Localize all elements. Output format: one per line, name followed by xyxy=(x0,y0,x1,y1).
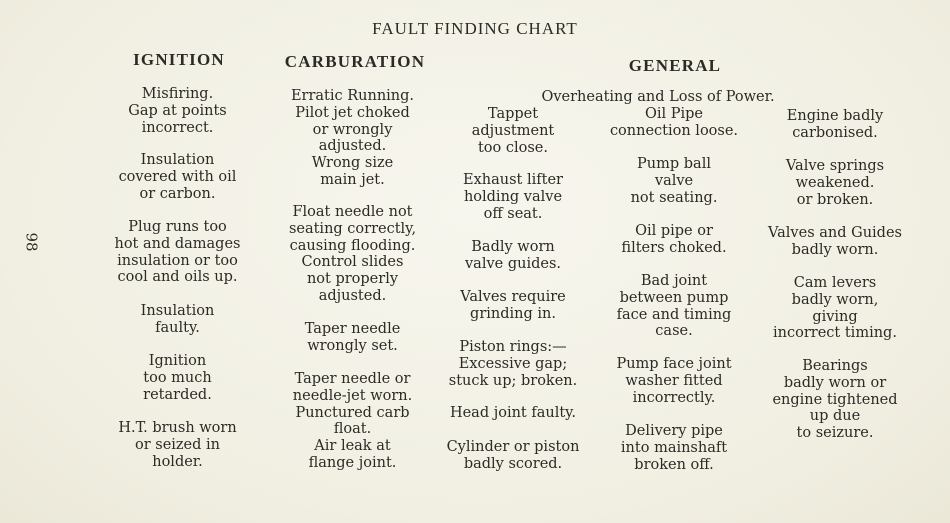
list-item: Tappet adjustment too close. xyxy=(471,106,555,156)
list-item: Ignition too much retarded. xyxy=(143,353,212,403)
page-number: 98 xyxy=(22,232,41,252)
list-item: H.T. brush worn or seized in holder. xyxy=(118,420,237,470)
list-item: Exhaust lifter holding valve off seat. xyxy=(463,172,563,222)
list-item: Head joint faulty. xyxy=(449,405,577,421)
list-item: Bearings badly worn or engine tightened up due to seizure. xyxy=(772,358,898,442)
list-item: Valves and Guides badly worn. xyxy=(768,225,902,258)
list-item: Pump ball valve not seating. xyxy=(630,156,718,206)
heading-general: GENERAL xyxy=(628,56,722,75)
list-item: Badly worn valve guides. xyxy=(464,239,562,272)
heading-ignition: IGNITION xyxy=(133,50,225,69)
list-item: Piston rings:— Excessive gap; stuck up; broken. xyxy=(448,339,578,389)
list-item: Cam levers badly worn, giving incorrect timing. xyxy=(773,275,897,342)
list-item: Oil Pipe connection loose. xyxy=(609,106,739,139)
list-item: Misfiring. Gap at points incorrect. xyxy=(128,86,227,136)
list-item: Insulation covered with oil or carbon. xyxy=(118,152,237,202)
list-item: Delivery pipe into mainshaft broken off. xyxy=(620,423,728,473)
list-item: Pump face joint washer fitted incorrectly. xyxy=(616,356,732,406)
list-item: Bad joint between pump face and timing case. xyxy=(616,273,732,340)
heading-carburation: CARBURATION xyxy=(284,52,426,71)
list-item: Oil pipe or filters choked. xyxy=(621,223,727,256)
list-item: Taper needle wrongly set. xyxy=(304,321,401,354)
list-item: Plug runs too hot and damages insulation or too cool and oils up. xyxy=(114,219,241,286)
list-item: Engine badly carbonised. xyxy=(786,108,884,141)
list-item: Float needle not seating correctly, causing flooding. Control slides not properly adjusted. xyxy=(288,204,417,304)
list-item: Valve springs weakened. or broken. xyxy=(785,158,885,208)
page-title: FAULT FINDING CHART xyxy=(372,19,578,38)
list-item: Insulation faulty. xyxy=(140,303,215,336)
list-item: Taper needle or needle-jet worn. Punctured carb float. Air leak at flange joint. xyxy=(292,371,413,471)
list-item: Cylinder or piston badly scored. xyxy=(446,439,580,472)
list-item: Erratic Running. Pilot jet choked or wrongly adjusted. Wrong size main jet. xyxy=(290,88,415,188)
general-summary: Overheating and Loss of Power. xyxy=(541,89,775,105)
list-item: Valves require grinding in. xyxy=(460,289,566,322)
